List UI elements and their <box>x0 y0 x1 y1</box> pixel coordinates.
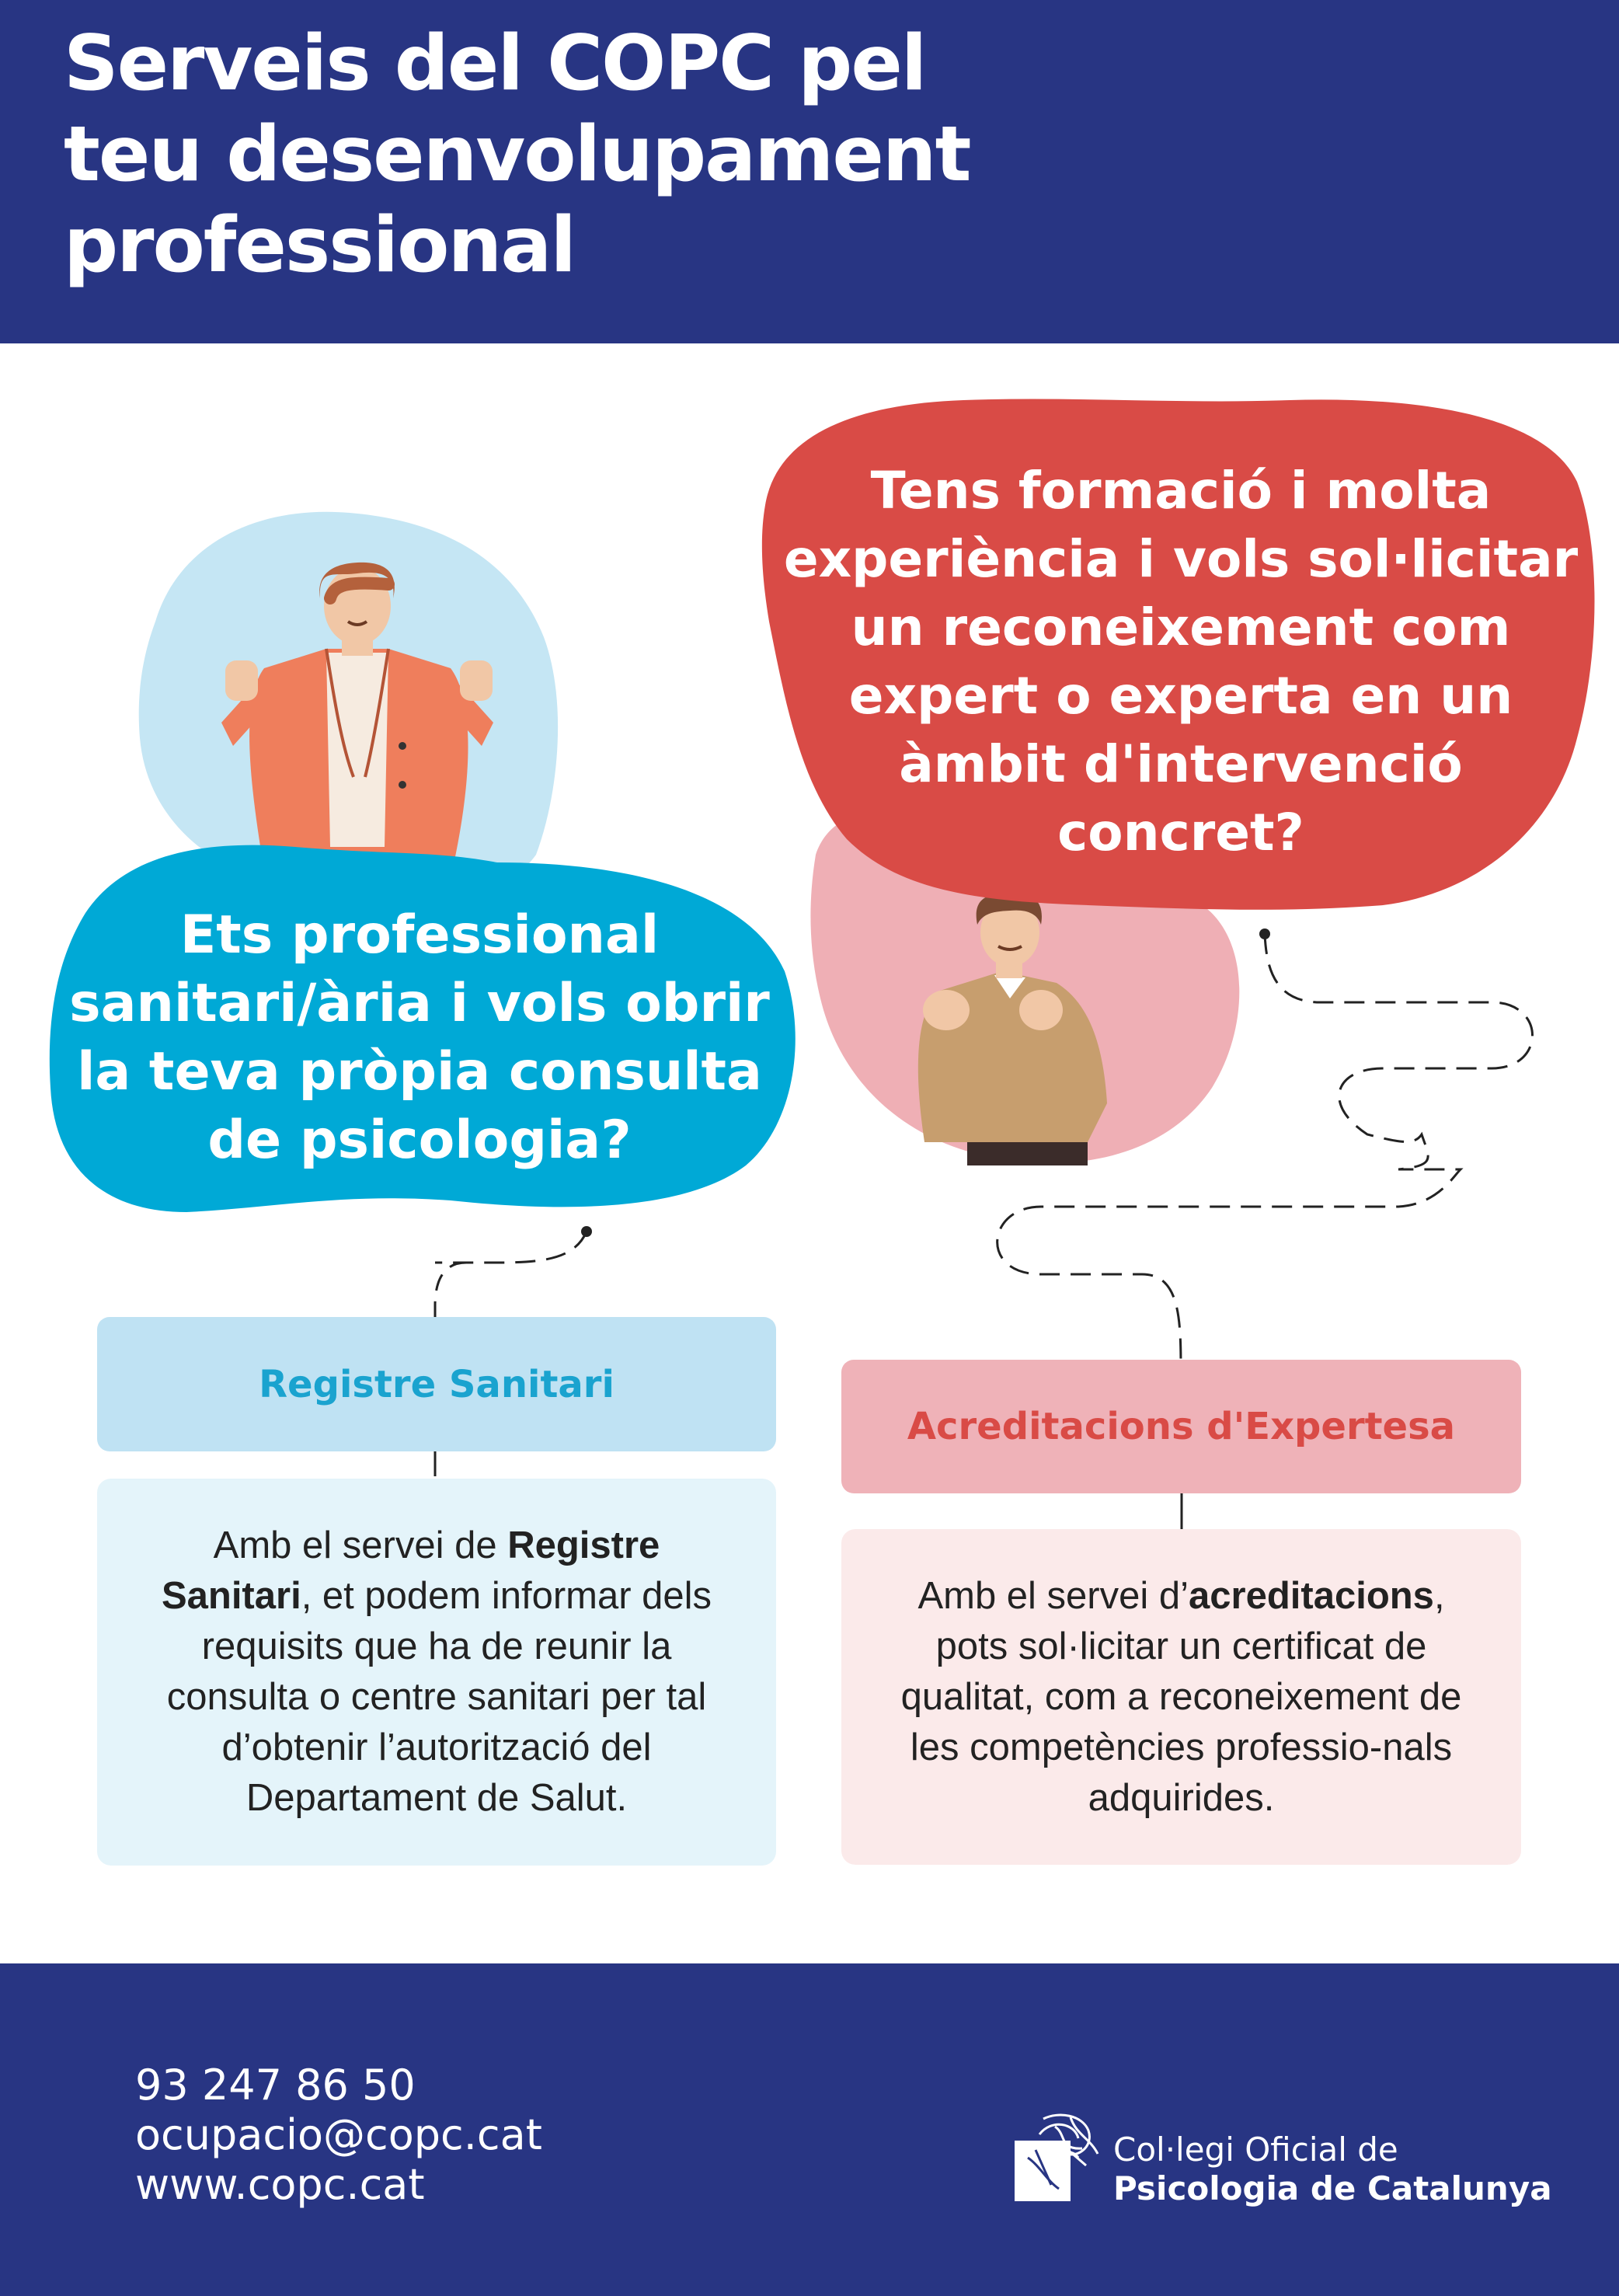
acreditacions-text-bold: acreditacions <box>1189 1574 1434 1617</box>
right-question-line-6: concret? <box>1057 803 1304 862</box>
left-question-text <box>47 901 792 1175</box>
title-line-2: teu desenvolupament <box>64 110 970 199</box>
right-question-line-1: Tens formació i molta <box>870 461 1492 521</box>
right-question-line-3: un reconeixement com <box>851 598 1511 657</box>
registre-text-bold: Registre Sanitari <box>161 1524 660 1617</box>
contact-email[interactable]: ocupacio@copc.cat <box>135 2110 542 2159</box>
acreditacions-tag: Acreditacions d'Expertesa <box>841 1360 1521 1493</box>
registre-sanitari-tag: Registre Sanitari <box>97 1317 776 1451</box>
acreditacions-text-after: , pots sol·licitar un certificat de qualitat, com a reconeixement de les competències professio-nals adquirides. <box>900 1574 1462 1819</box>
contact-phone[interactable]: 93 247 86 50 <box>135 2061 416 2110</box>
right-question-line-4: expert o experta en un <box>848 666 1513 726</box>
logo-text-line-1: Col·legi Oficial de <box>1113 2131 1398 2169</box>
right-question-text <box>765 457 1596 867</box>
title-line-1: Serveis del COPC pel <box>64 19 926 108</box>
registre-text-before: Amb el servei de <box>213 1524 508 1566</box>
acreditacions-card <box>841 1529 1521 1865</box>
left-question-line-4: de psicologia? <box>207 1110 632 1171</box>
left-question-line-2: sanitari/ària i vols obrir <box>69 973 770 1034</box>
copc-logo-icon <box>1012 2111 1105 2204</box>
left-question-line-1: Ets professional <box>179 904 660 966</box>
acreditacions-description <box>886 1571 1477 1824</box>
right-question-line-2: experiència i vols sol·licitar <box>783 529 1579 589</box>
registre-sanitari-description <box>149 1521 724 1824</box>
acreditacions-text-before: Amb el servei d’ <box>917 1574 1189 1617</box>
title-line-3: professional <box>64 201 575 290</box>
logo-text-line-2: Psicologia de Catalunya <box>1113 2169 1552 2207</box>
contact-website[interactable]: www.copc.cat <box>135 2160 425 2209</box>
right-question-line-5: àmbit d'intervenció <box>899 734 1463 794</box>
registre-text-after: , et podem informar dels requisits que ha de reunir la consulta o centre sanitari per tal d’obtenir l’autorització del Departament de Salut. <box>166 1575 712 1819</box>
left-question-line-3: la teva pròpia consulta <box>77 1041 762 1103</box>
registre-sanitari-card <box>97 1479 776 1866</box>
